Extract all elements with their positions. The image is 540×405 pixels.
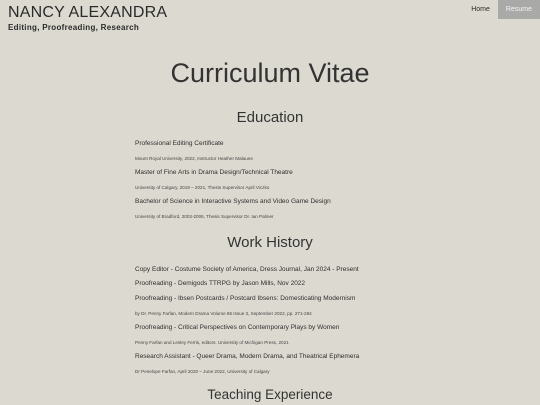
education-detail: University of Calgary, 2019 – 2021, Thesis Supervisor April Viczko [135, 185, 270, 190]
list-item [135, 266, 435, 273]
teaching-heading: Teaching Experience [207, 387, 333, 402]
nav-home-link[interactable]: Home [471, 6, 490, 13]
work-detail: Penny Farfan and Lesley Ferris, editors. University of Michigan Press, 2021 [135, 340, 289, 345]
site-title[interactable]: NANCY ALEXANDRA [8, 4, 168, 21]
list-item [135, 311, 435, 316]
education-heading: Education [236, 109, 304, 126]
education-title: Master of Fine Arts in Drama Design/Technical Theatre [135, 169, 293, 176]
list-item [135, 369, 435, 374]
list-item [135, 156, 435, 161]
brand[interactable] [8, 4, 167, 32]
work-title: Copy Editor - Costume Society of America, Dress Journal, Jan 2024 - Present [135, 266, 359, 273]
list-item [135, 295, 435, 302]
nav-resume-link[interactable]: Resume [498, 0, 540, 19]
education-detail: University of Bradford, 2003-2006, Thesis Supervisor Dr. Ian Palmer [135, 214, 274, 219]
education-title: Bachelor of Science in Interactive Systems and Video Game Design [135, 198, 331, 205]
list-item [135, 324, 435, 331]
main-nav [463, 0, 540, 19]
work-title: Proofreading - Ibsen Postcards / Postcard Ibsens: Domesticating Modernism [135, 295, 356, 302]
site-header [0, 0, 540, 40]
page-title: Curriculum Vitae [170, 58, 370, 88]
work-title: Proofreading - Critical Perspectives on Contemporary Plays by Women [135, 324, 340, 331]
list-item [135, 280, 435, 287]
work-title: Proofreading - Demigods TTRPG by Jason Mills, Nov 2022 [135, 280, 306, 287]
list-item [135, 340, 435, 345]
work-title: Research Assistant - Queer Drama, Modern Drama, and Theatrical Ephemera [135, 353, 360, 360]
work-detail: Dr Penelope Farfan, April 2020 – June 2022, University of Calgary [135, 369, 270, 374]
work-history-heading: Work History [227, 234, 313, 251]
education-title: Professional Editing Certificate [135, 140, 224, 147]
education-detail: Mount Royal University, 2022, Instructor Heather Malaune [135, 156, 253, 161]
list-item [135, 185, 435, 190]
list-item [135, 353, 435, 360]
list-item [135, 140, 435, 147]
work-detail: by Dr. Penny Farfan, Modern Drama Volume 65 Issue 3, September 2022, pp. 271-284 [135, 311, 312, 316]
list-item [135, 198, 435, 205]
site-tagline: Editing, Proofreading, Research [8, 23, 140, 32]
list-item [135, 214, 435, 219]
list-item [135, 169, 435, 176]
